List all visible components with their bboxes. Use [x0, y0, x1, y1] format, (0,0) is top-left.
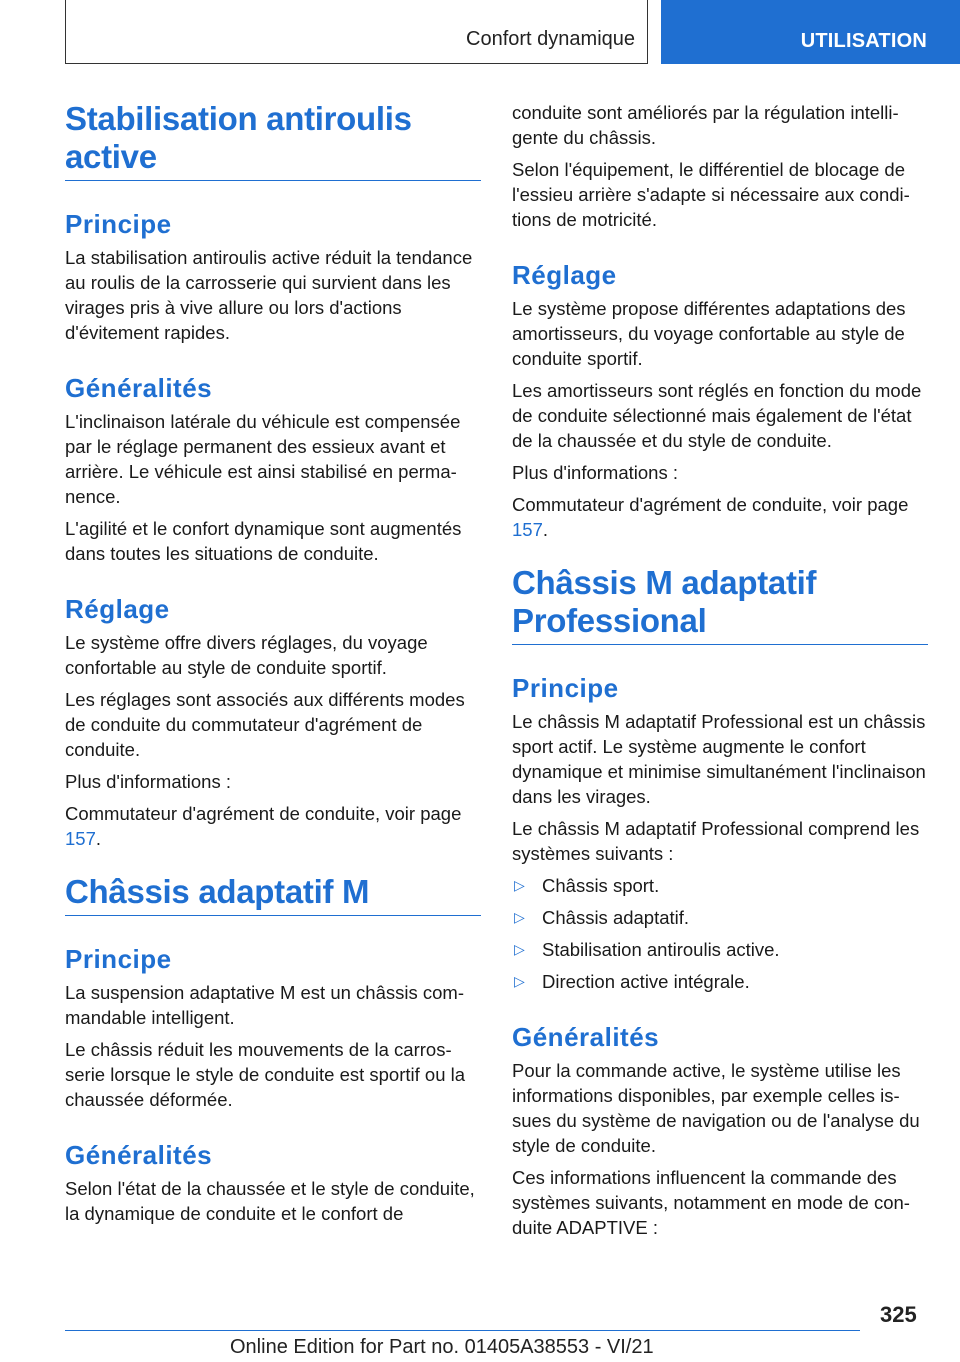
heading-reglage: Réglage	[512, 260, 617, 290]
systems-list	[512, 873, 928, 994]
reference-text: Commutateur d'agrément de conduite, voir page	[65, 803, 462, 824]
paragraph: La stabilisation antiroulis active réduit la tendance au roulis de la carrosserie qui survient dans les virages pris à vive allure ou lors d'actions d'évitement rapides.	[65, 247, 473, 343]
list-item: ▷ Châssis adaptatif.	[514, 907, 690, 928]
triangle-bullet-icon: ▷	[514, 973, 525, 989]
paragraph: conduite sont améliorés par la régulation intelligente du châssis.	[512, 102, 899, 148]
heading-principe: Principe	[65, 944, 172, 974]
heading-reglage: Réglage	[65, 594, 170, 624]
left-column	[65, 100, 481, 1233]
list-item: ▷ Stabilisation antiroulis active.	[514, 939, 780, 960]
header-box	[65, 0, 648, 64]
paragraph: Selon l'équipement, le différentiel de blocage de l'essieu arrière s'adapte si nécessaire aux conditions de motricité.	[512, 159, 910, 230]
paragraph-with-link: Commutateur d'agrément de conduite, voir page 157.	[65, 803, 462, 849]
header-section-title: Confort dynamique	[466, 28, 635, 50]
paragraph: Le châssis réduit les mouvements de la carrosserie lorsque le style de conduite est sportif ou la chaussée déformée.	[65, 1039, 466, 1110]
heading-generalites: Généralités	[512, 1022, 660, 1052]
paragraph: La suspension adaptative M est un châssis commandable intelligent.	[65, 982, 464, 1028]
page-link[interactable]: 157	[65, 828, 96, 849]
paragraph: Les réglages sont associés aux différents modes de conduite du commutateur d'agrément de conduite.	[65, 689, 465, 760]
heading-generalites: Généralités	[65, 373, 213, 403]
heading-principe: Principe	[65, 209, 172, 239]
paragraph: Les amortisseurs sont réglés en fonction du mode de conduite sélectionné mais également de l'état de la chaussée et du style de conduite.	[512, 380, 922, 451]
right-column	[512, 100, 928, 1247]
paragraph: Plus d'informations :	[65, 771, 231, 792]
paragraph: Ces informations influencent la commande des systèmes suivants, notamment en mode de conduite ADAPTIVE :	[512, 1167, 910, 1238]
paragraph: L'agilité et le confort dynamique sont augmentés dans toutes les situations de conduite.	[65, 518, 462, 564]
section-title-stabilisation: Stabilisation antiroulis active	[65, 100, 481, 181]
footer-edition: Online Edition for Part no. 01405A38553 - VI/21	[230, 1336, 654, 1358]
heading-generalites: Généralités	[65, 1140, 213, 1170]
list-item: ▷ Direction active intégrale.	[514, 971, 750, 992]
header-chapter-label: UTILISATION	[800, 30, 927, 52]
header-chapter-tab[interactable]	[661, 0, 960, 64]
list-item: ▷ Châssis sport.	[514, 875, 660, 896]
section-title-chassis-professional: Châssis M adaptatif Professional	[512, 564, 928, 645]
paragraph: Le châssis M adaptatif Professional comprend les systèmes suivants :	[512, 818, 920, 864]
reference-text: Commutateur d'agrément de conduite, voir page	[512, 494, 909, 515]
triangle-bullet-icon: ▷	[514, 941, 525, 957]
paragraph: Le système propose différentes adaptations des amortisseurs, du voyage confortable au style de conduite sportif.	[512, 298, 906, 369]
page-link[interactable]: 157	[512, 519, 543, 540]
paragraph: L'inclinaison latérale du véhicule est compensée par le réglage permanent des essieux avant et arrière. Le véhicule est ainsi stabilisé en permanence.	[65, 411, 461, 507]
paragraph: Le châssis M adaptatif Professional est un châssis sport actif. Le système augmente le confort dynamique et minimise simultanément l'inclinaison dans les virages.	[512, 711, 926, 807]
paragraph: Plus d'informations :	[512, 462, 678, 483]
paragraph: Le système offre divers réglages, du voyage confortable au style de conduite sportif.	[65, 632, 428, 678]
paragraph: Pour la commande active, le système utilise les informations disponibles, par exemple celles issues du système de navigation ou de l'analyse du style de conduite.	[512, 1060, 920, 1156]
paragraph-with-link: Commutateur d'agrément de conduite, voir page 157.	[512, 494, 909, 540]
section-title-chassis-adaptatif: Châssis adaptatif M	[65, 873, 481, 916]
triangle-bullet-icon: ▷	[514, 877, 525, 893]
footer-divider	[65, 1330, 860, 1331]
heading-principe: Principe	[512, 673, 619, 703]
page-number: 325	[880, 1302, 917, 1327]
triangle-bullet-icon: ▷	[514, 909, 525, 925]
paragraph: Selon l'état de la chaussée et le style de conduite, la dynamique de conduite et le confort de	[65, 1178, 475, 1224]
